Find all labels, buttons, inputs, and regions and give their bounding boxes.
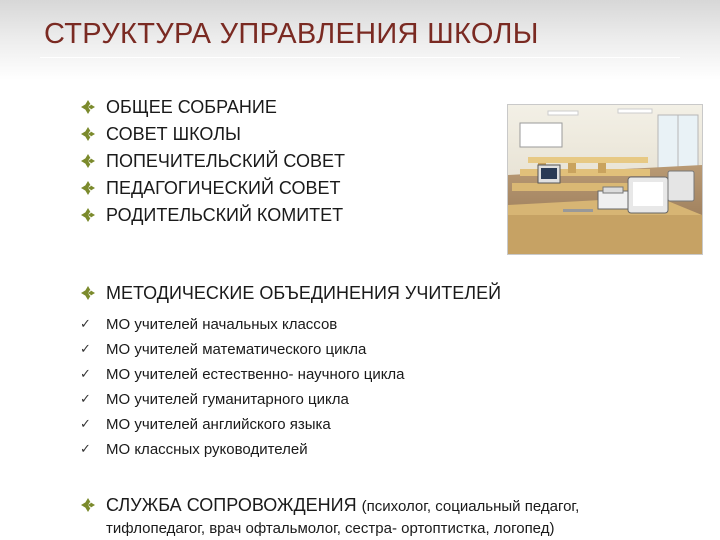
methodical-item-label: МО учителей английского языка [106, 415, 331, 433]
diamond-bullet-icon [80, 126, 96, 142]
diamond-bullet-icon [80, 99, 96, 115]
support-service-text [106, 495, 579, 516]
checkmark-icon: ✓ [80, 441, 91, 457]
checkmark-icon: ✓ [80, 366, 91, 382]
diamond-bullet-icon [80, 497, 96, 513]
methodical-item-label: МО учителей начальных классов [106, 315, 338, 333]
methodical-item-label: МО классных руководителей [106, 440, 308, 458]
classroom-photo [507, 104, 703, 255]
diamond-bullet-icon [80, 180, 96, 196]
methodical-item-label: МО учителей гуманитарного цикла [106, 390, 349, 408]
support-service-note-continued: тифлопедагог, врач офтальмолог, сестра- ортоптистка, логопед) [106, 520, 555, 537]
governing-body-label: СОВЕТ ШКОЛЫ [106, 123, 241, 144]
checkmark-icon: ✓ [80, 416, 91, 432]
governing-body-label: ПЕДАГОГИЧЕСКИЙ СОВЕТ [106, 177, 341, 198]
governing-body-label: ОБЩЕЕ СОБРАНИЕ [106, 96, 277, 117]
methodical-heading: МЕТОДИЧЕСКИЕ ОБЪЕДИНЕНИЯ УЧИТЕЛЕЙ [106, 282, 502, 303]
checkmark-icon: ✓ [80, 391, 91, 407]
checkmark-icon: ✓ [80, 316, 91, 332]
governing-body-label: РОДИТЕЛЬСКИЙ КОМИТЕТ [106, 204, 344, 225]
diamond-bullet-icon [80, 153, 96, 169]
methodical-item-label: МО учителей математического цикла [106, 340, 367, 358]
diamond-bullet-icon [80, 285, 96, 301]
methodical-item-label: МО учителей естественно- научного цикла [106, 365, 405, 383]
diamond-bullet-icon [80, 207, 96, 223]
support-service-heading: СЛУЖБА СОПРОВОЖДЕНИЯ [106, 494, 357, 515]
governing-body-label: ПОПЕЧИТЕЛЬСКИЙ СОВЕТ [106, 150, 346, 171]
checkmark-icon: ✓ [80, 341, 91, 357]
slide-title: СТРУКТУРА УПРАВЛЕНИЯ ШКОЛЫ [44, 18, 539, 50]
support-service-note: (психолог, социальный педагог, [361, 497, 580, 515]
classroom-image [508, 105, 702, 254]
